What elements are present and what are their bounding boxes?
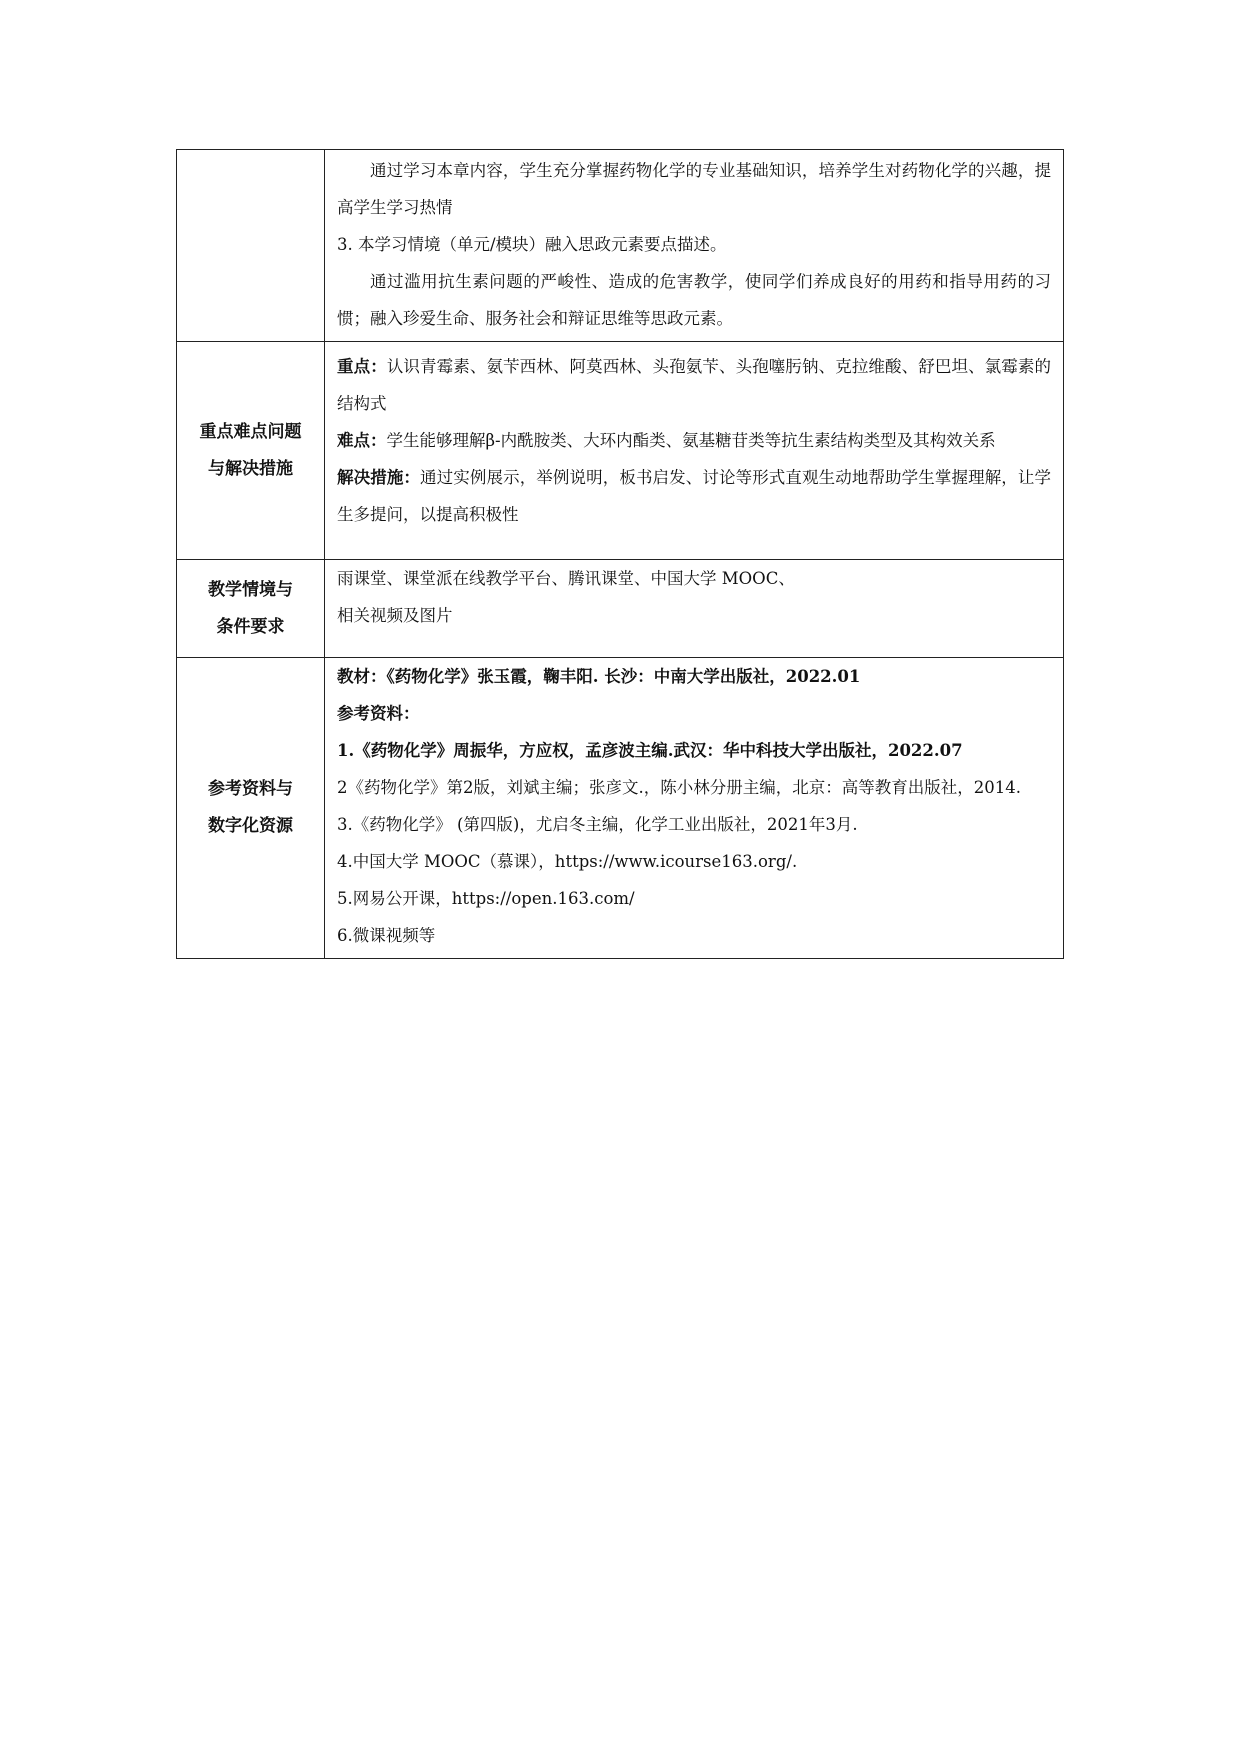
focus-paragraph bbox=[337, 348, 1051, 422]
reference-item-6: 6.微课视频等 bbox=[337, 926, 436, 945]
references-content-cell bbox=[325, 658, 1064, 959]
references-label-cell bbox=[177, 658, 325, 959]
references-title: 参考资料： bbox=[337, 704, 420, 723]
references-label-line2: 数字化资源 bbox=[208, 816, 293, 836]
reference-item-1: 1.《药物化学》周振华，方应权，孟彦波主编.武汉：华中科技大学出版社，2022.07 bbox=[337, 741, 963, 760]
ideology-heading: 3. 本学习情境（单元/模块）融入思政元素要点描述。 bbox=[337, 235, 727, 254]
difficulty-text: 学生能够理解β-内酰胺类、大环内酯类、氨基糖苷类等抗生素结构类型及其构效关系 bbox=[386, 431, 996, 450]
reference-item-4: 4.中国大学 MOOC（慕课），https://www.icourse163.org/. bbox=[337, 852, 798, 871]
lesson-plan-table bbox=[176, 149, 1064, 959]
context-label-cell bbox=[177, 560, 325, 658]
difficulty-paragraph bbox=[337, 422, 1051, 459]
focus-text: 认识青霉素、氨苄西林、阿莫西林、头孢氨苄、头孢噻肟钠、克拉维酸、舒巴坦、氯霉素的结构式 bbox=[337, 357, 1052, 413]
key-points-label-line2: 与解决措施 bbox=[208, 458, 293, 479]
goals-content-cell bbox=[325, 150, 1064, 342]
context-line1: 雨课堂、课堂派在线教学平台、腾讯课堂、中国大学 MOOC、 bbox=[337, 569, 795, 588]
solution-text: 通过实例展示，举例说明，板书启发、讨论等形式直观生动地帮助学生掌握理解，让学生多提问，以提高积极性 bbox=[337, 468, 1052, 524]
context-label-line2: 条件要求 bbox=[216, 616, 285, 637]
key-points-label-line1: 重点难点问题 bbox=[199, 421, 302, 442]
table-row-context bbox=[177, 560, 1064, 658]
textbook-line: 教材：《药物化学》张玉霞，鞠丰阳. 长沙：中南大学出版社，2022.01 bbox=[337, 667, 861, 686]
reference-item-5: 5.网易公开课，https://open.163.com/ bbox=[337, 889, 635, 908]
focus-label: 重点： bbox=[337, 357, 387, 376]
solution-label: 解决措施： bbox=[337, 468, 421, 487]
table-row-goals bbox=[177, 150, 1064, 342]
references-label-line1: 参考资料与 bbox=[208, 779, 293, 799]
reference-item-3: 3.《药物化学》 (第四版)，尤启冬主编，化学工业出版社，2021年3月. bbox=[337, 815, 858, 834]
context-line2: 相关视频及图片 bbox=[337, 606, 453, 625]
key-points-content-cell bbox=[325, 342, 1064, 560]
goals-label-cell bbox=[177, 150, 325, 342]
ideology-paragraph: 通过滥用抗生素问题的严峻性、造成的危害教学，使同学们养成良好的用药和指导用药的习惯；融入珍爱生命、服务社会和辩证思维等思政元素。 bbox=[337, 272, 1051, 328]
solution-paragraph bbox=[337, 459, 1051, 533]
key-points-label-cell bbox=[177, 342, 325, 560]
difficulty-label: 难点： bbox=[337, 431, 387, 450]
goals-paragraph: 通过学习本章内容，学生充分掌握药物化学的专业基础知识，培养学生对药物化学的兴趣，提高学生学习热情 bbox=[337, 161, 1051, 217]
context-content-cell bbox=[325, 560, 1064, 658]
table-row-key-points bbox=[177, 342, 1064, 560]
reference-item-2: 2《药物化学》第2版，刘斌主编；张彦文.，陈小林分册主编，北京：高等教育出版社，2014. bbox=[337, 778, 1021, 797]
table-row-references bbox=[177, 658, 1064, 959]
context-label-line1: 教学情境与 bbox=[208, 579, 293, 600]
